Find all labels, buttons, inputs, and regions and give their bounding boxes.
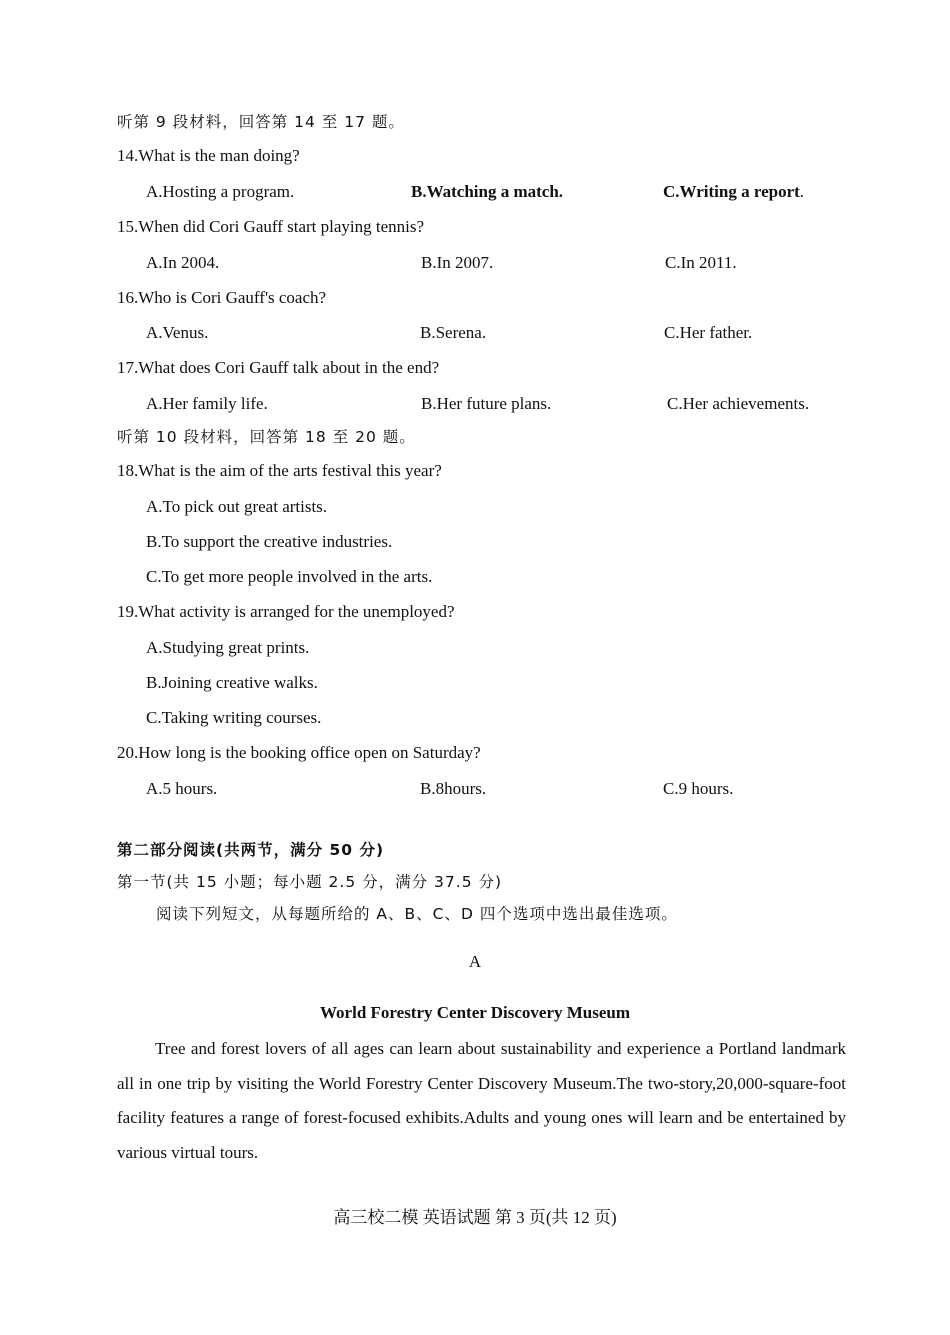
passage-letter: A: [468, 952, 482, 971]
q14-option-c: [663, 181, 804, 203]
passage-paragraph: [117, 1032, 846, 1170]
part-2-subtitle: 第一节(共 15 小题；每小题 2.5 分，满分 37.5 分): [117, 873, 503, 891]
q18-option-c: C.To get more people involved in the arts.: [146, 567, 433, 586]
q19-option-a: A.Studying great prints.: [146, 638, 310, 657]
q19-option-b: B.Joining creative walks.: [146, 673, 318, 692]
q20-option-b: B.8hours.: [420, 779, 487, 798]
question-18: 18.What is the aim of the arts festival this year?: [117, 461, 442, 480]
part-2-instructions: 阅读下列短文，从每题所给的 A、B、C、D 四个选项中选出最佳选项。: [156, 905, 678, 923]
passage-text: Tree and forest lovers of all ages can learn about sustainability and experience a Portland landmark all in one trip by visiting the World Forestry Center Discovery Museum.The two-story,20,000-square-foot facility features a range of forest-focused exhibits.Adults and young ones will learn and be entertained by various virtual tours.: [117, 1039, 846, 1162]
q17-option-b: B.Her future plans.: [421, 394, 552, 413]
section-listen-9: 听第 9 段材料，回答第 14 至 17 题。: [117, 113, 405, 131]
q15-option-c: C.In 2011.: [665, 253, 737, 272]
q14-option-c-text: C.Writing a report: [663, 182, 800, 201]
q14-option-b: B.Watching a match.: [411, 182, 564, 201]
section-listen-10: 听第 10 段材料，回答第 18 至 20 题。: [117, 428, 416, 446]
q16-option-c: C.Her father.: [664, 323, 753, 342]
passage-title: World Forestry Center Discovery Museum: [319, 1003, 631, 1022]
question-15: 15.When did Cori Gauff start playing tennis?: [117, 217, 425, 236]
q16-option-b: B.Serena.: [420, 323, 487, 342]
q18-option-a: A.To pick out great artists.: [146, 497, 328, 516]
question-14: 14.What is the man doing?: [117, 146, 300, 165]
q14-option-a: A.Hosting a program.: [146, 182, 295, 201]
q14-option-c-period: .: [799, 182, 805, 201]
q19-option-c: C.Taking writing courses.: [146, 708, 322, 727]
page-footer: 高三校二模 英语试题 第 3 页(共 12 页): [333, 1208, 617, 1227]
q17-option-c: C.Her achievements.: [667, 394, 810, 413]
q20-option-a: A.5 hours.: [146, 779, 218, 798]
q16-option-a: A.Venus.: [146, 323, 209, 342]
q15-option-a: A.In 2004.: [146, 253, 220, 272]
question-16: 16.Who is Cori Gauff's coach?: [117, 288, 327, 307]
question-17: 17.What does Cori Gauff talk about in the end?: [117, 358, 440, 377]
q17-option-a: A.Her family life.: [146, 394, 268, 413]
question-20: 20.How long is the booking office open on Saturday?: [117, 743, 481, 762]
q20-option-c: C.9 hours.: [663, 779, 734, 798]
question-19: 19.What activity is arranged for the unemployed?: [117, 602, 455, 621]
q18-option-b: B.To support the creative industries.: [146, 532, 393, 551]
part-2-title: 第二部分阅读(共两节，满分 50 分): [117, 841, 385, 859]
q15-option-b: B.In 2007.: [421, 253, 494, 272]
